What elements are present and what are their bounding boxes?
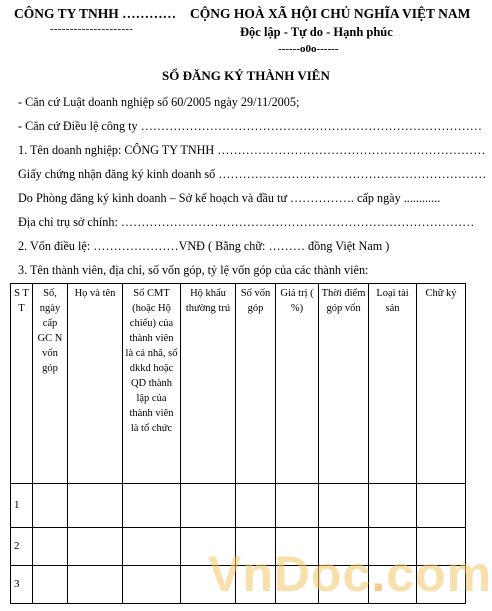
row-number: 3 [11, 566, 33, 604]
issuing-office: Do Phòng đăng ký kinh doanh – Sở kế hoạch và đầu tư ……………. cấp ngày ............ [18, 191, 441, 205]
enterprise-name: 1. Tên doanh nghiệp: CÔNG TY TNHH ………………………………………………………… [18, 143, 486, 157]
table-cell[interactable] [68, 484, 123, 528]
col-header-signature: Chữ ký [417, 284, 466, 484]
table-cell[interactable] [276, 484, 319, 528]
business-registration: Giấy chứng nhận đăng ký kinh doanh số ………………………………………………………… [18, 167, 487, 181]
table-cell[interactable] [33, 528, 68, 566]
table-cell[interactable] [369, 484, 417, 528]
watermark-dot: . [371, 546, 387, 602]
table-cell[interactable] [68, 528, 123, 566]
table-cell[interactable] [33, 566, 68, 604]
members-section-heading: 3. Tên thành viên, địa chỉ, số vốn góp, tỷ lệ vốn góp của các thành viên: [18, 263, 369, 277]
col-header-certificate: Số, ngày cấp GC N vốn góp [33, 284, 68, 484]
col-header-residence: Hộ khẩu thường trú [181, 284, 236, 484]
watermark-brand: VnDoc [208, 546, 372, 602]
motto: Độc lập - Tự do - Hạnh phúc [240, 25, 393, 39]
table-cell[interactable] [68, 566, 123, 604]
charter-capital: 2. Vốn điều lệ: …………………VNĐ ( Bằng chữ: ……… đồng Việt Nam ) [18, 239, 390, 253]
col-header-id-number: Số CMT (hoặc Hộ chiếu) của thành viên là cá nhâ, số dkkd hoặc QD thành lập của thành viên là tổ chức [123, 284, 181, 484]
col-header-contribution-time: Thời điểm góp vốn [319, 284, 369, 484]
row-number: 1 [11, 484, 33, 528]
table-cell[interactable] [181, 484, 236, 528]
watermark-tld: com [386, 546, 492, 602]
col-header-capital: Số vốn góp [236, 284, 276, 484]
company-name: CÔNG TY TNHH ………… [14, 6, 177, 21]
republic-name: CỘNG HOÀ XÃ HỘI CHỦ NGHĨA VIỆT NAM [190, 6, 471, 21]
table-cell[interactable] [417, 484, 466, 528]
legal-basis-law: - Căn cứ Luật doanh nghiệp số 60/2005 ngày 29/11/2005; [18, 95, 300, 109]
table-cell[interactable] [33, 484, 68, 528]
company-underline: --------------------- [50, 23, 134, 35]
motto-underline: ------o0o------ [278, 43, 339, 55]
table-header-row [11, 284, 466, 484]
col-header-asset-type: Loại tài sản [369, 284, 417, 484]
vndoc-watermark-logo [208, 545, 492, 603]
table-row [11, 484, 466, 528]
table-cell[interactable] [123, 566, 181, 604]
col-header-percent: Giá trị ( %) [276, 284, 319, 484]
head-office-address: Địa chỉ trụ sở chính: …………………………………………………………………………… [18, 215, 475, 229]
legal-basis-charter: - Căn cứ Điều lệ công ty ………………………………………………………………………… [18, 119, 482, 133]
table-cell[interactable] [319, 484, 369, 528]
table-cell[interactable] [123, 484, 181, 528]
table-cell[interactable] [236, 484, 276, 528]
table-cell[interactable] [123, 528, 181, 566]
document-title: SỔ ĐĂNG KÝ THÀNH VIÊN [162, 68, 330, 83]
col-header-full-name: Họ và tên [68, 284, 123, 484]
col-header-stt: S T T [11, 284, 33, 484]
row-number: 2 [11, 528, 33, 566]
